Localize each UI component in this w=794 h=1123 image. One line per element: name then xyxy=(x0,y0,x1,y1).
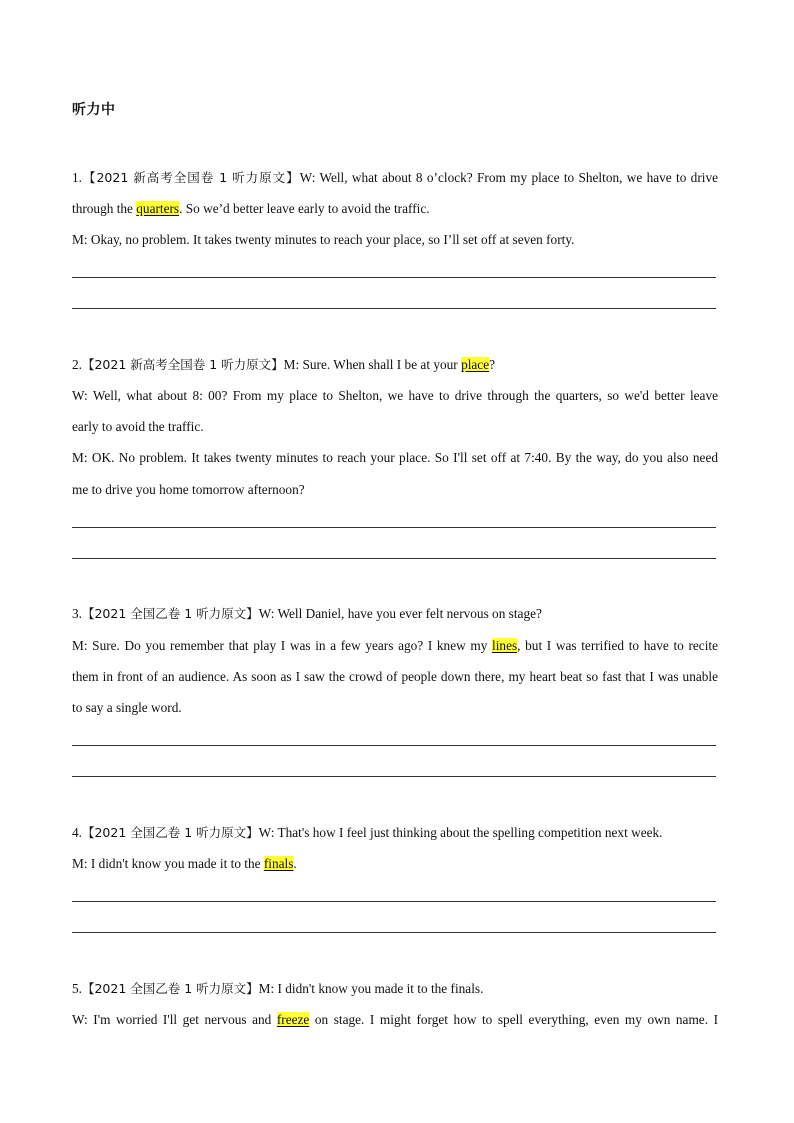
item-4-line-2 xyxy=(72,848,718,879)
item-number: 4. xyxy=(72,825,82,840)
transcript-text: W: Well, what about 8 o’clock? From my place to Shelton, we have to drive xyxy=(299,170,718,185)
source-label: 【2021 全国乙卷 1 听力原文】 xyxy=(81,981,259,996)
item-3-line-2 xyxy=(72,630,718,661)
item-3-line-1 xyxy=(72,598,718,629)
item-3-line-3: them in front of an audience. As soon as I saw the crowd of people down there, my heart beat so fast that I was unable xyxy=(72,669,718,684)
transcript-text: M: I didn't know you made it to the xyxy=(72,856,264,871)
answer-line xyxy=(72,901,716,902)
highlighted-word: place xyxy=(461,357,490,372)
answer-line xyxy=(72,932,716,933)
item-2-line-1 xyxy=(72,349,718,380)
item-2-line-4: M: OK. No problem. It takes twenty minutes to reach your place. So I'll set off at 7:40. By the way, do you also need xyxy=(72,450,718,465)
answer-line xyxy=(72,277,716,278)
transcript-text: W: Well Daniel, have you ever felt nervous on stage? xyxy=(258,606,542,621)
item-1-line-3: M: Okay, no problem. It takes twenty minutes to reach your place, so I’ll set off at seven forty. xyxy=(72,232,575,247)
highlighted-word: quarters xyxy=(136,201,180,216)
item-number: 5. xyxy=(72,981,82,996)
item-3-line-4: to say a single word. xyxy=(72,700,182,715)
answer-line xyxy=(72,558,716,559)
item-number: 3. xyxy=(72,606,82,621)
item-number: 1. xyxy=(72,170,82,185)
transcript-text: . So we’d better leave early to avoid the traffic. xyxy=(179,201,430,216)
page-title: 听力中 xyxy=(72,102,116,118)
item-4-line-1 xyxy=(72,817,718,848)
item-5-line-2 xyxy=(72,1004,718,1035)
item-5-line-1 xyxy=(72,973,718,1004)
answer-line xyxy=(72,745,716,746)
answer-line xyxy=(72,308,716,309)
item-1-line-2 xyxy=(72,193,718,224)
transcript-text: M: Sure. When shall I be at your xyxy=(283,357,462,372)
source-label: 【2021 全国乙卷 1 听力原文】 xyxy=(81,825,259,840)
item-2-line-5: me to drive you home tomorrow afternoon? xyxy=(72,482,305,497)
answer-line xyxy=(72,527,716,528)
source-label: 【2021 全国乙卷 1 听力原文】 xyxy=(81,606,259,621)
answer-line xyxy=(72,776,716,777)
transcript-text: M: Sure. Do you remember that play I was in a few years ago? I knew my xyxy=(72,638,493,653)
highlighted-word: lines xyxy=(492,638,518,653)
item-2-line-3: early to avoid the traffic. xyxy=(72,419,204,434)
highlighted-word: freeze xyxy=(276,1012,310,1027)
highlighted-word: finals xyxy=(263,856,294,871)
item-1-line-1 xyxy=(72,162,718,193)
item-2-line-2: W: Well, what about 8: 00? From my place to Shelton, we have to drive through the quarters, so we'd better leave xyxy=(72,388,718,403)
transcript-text: through the xyxy=(72,201,137,216)
transcript-text: ? xyxy=(489,357,496,372)
transcript-text: , but I was terrified to have to recite xyxy=(517,638,718,653)
source-label: 【2021 新高考全国卷 1 听力原文】 xyxy=(81,357,284,372)
transcript-text: W: That's how I feel just thinking about the spelling competition next week. xyxy=(258,825,663,840)
transcript-text: . xyxy=(293,856,297,871)
source-label: 【2021 新高考全国卷 1 听力原文】 xyxy=(81,170,300,185)
transcript-text: W: I'm worried I'll get nervous and xyxy=(72,1012,277,1027)
transcript-text: M: I didn't know you made it to the finals. xyxy=(258,981,484,996)
transcript-text: on stage. I might forget how to spell everything, even my own name. I xyxy=(309,1012,719,1027)
item-number: 2. xyxy=(72,357,82,372)
